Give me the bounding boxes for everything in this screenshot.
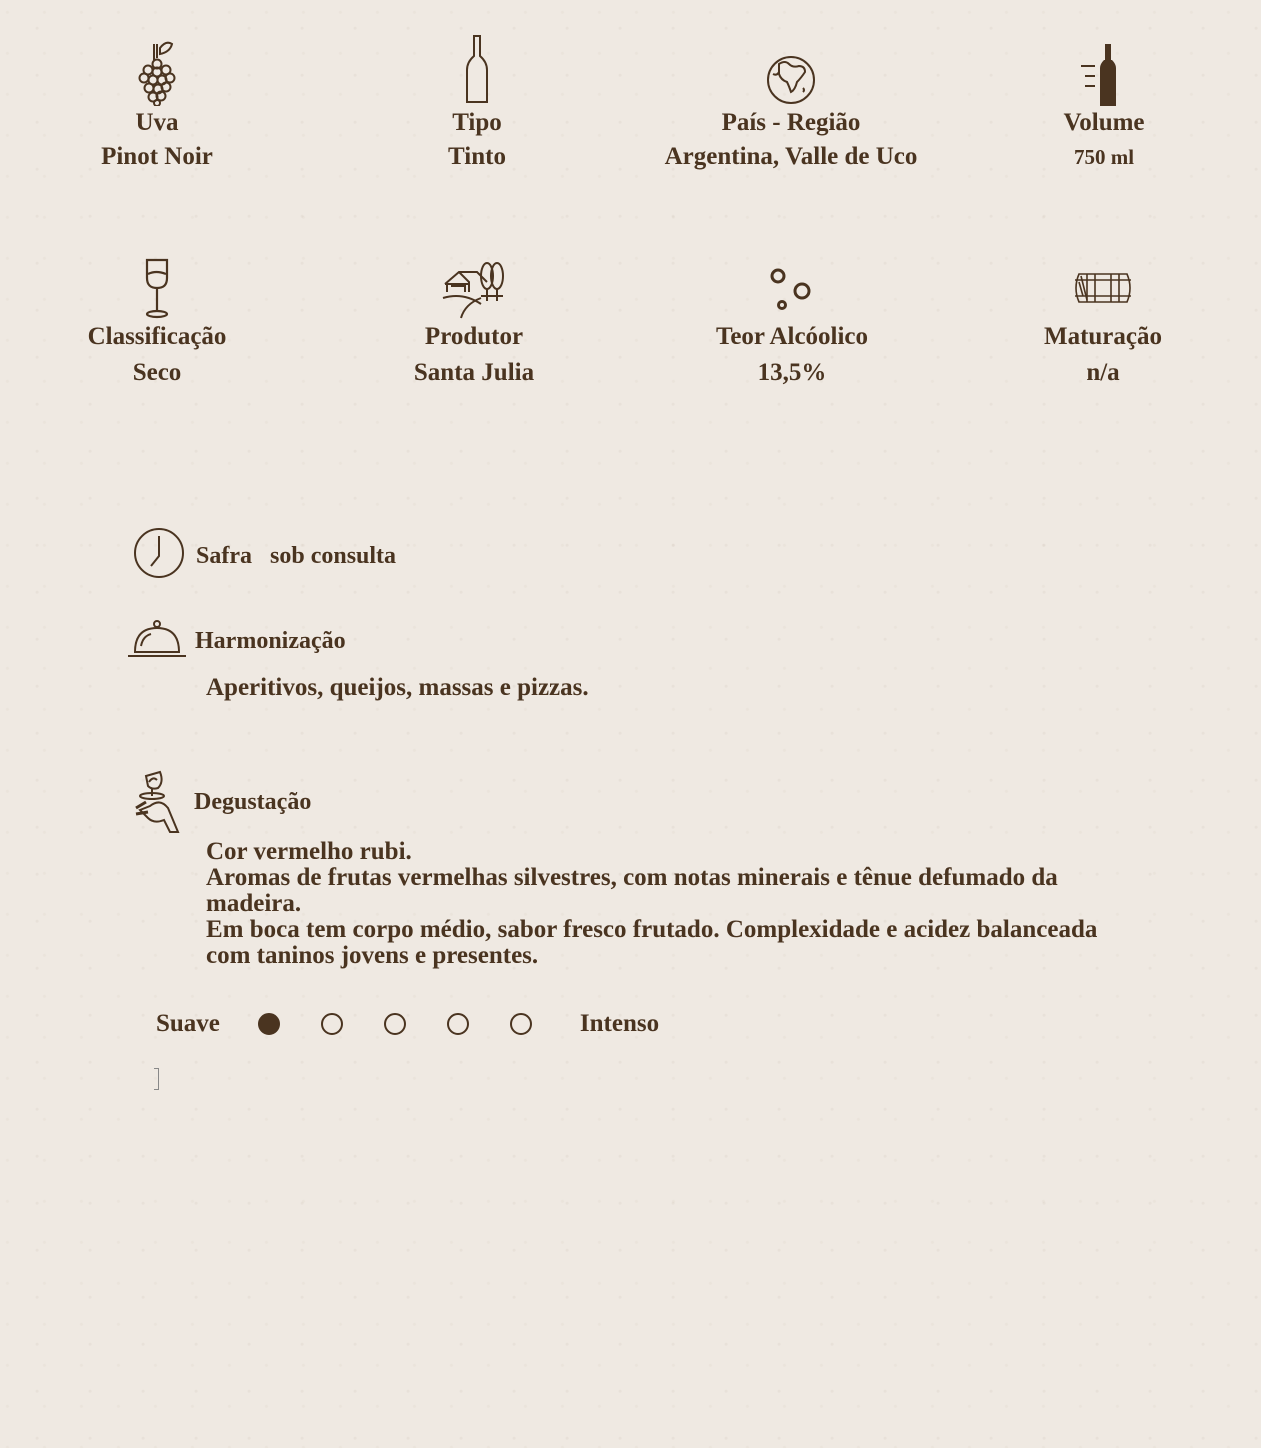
- spec-tipo: [317, 34, 637, 174]
- intensity-dot-2: [321, 1013, 343, 1035]
- intensity-dot-4: [447, 1013, 469, 1035]
- bottle-volume-icon: [944, 34, 1261, 106]
- winery-icon: [314, 256, 634, 320]
- spec-value: Tinto: [448, 143, 506, 170]
- cloche-icon: [127, 618, 187, 665]
- intensity-dot-3: [384, 1013, 406, 1035]
- intensity-dot-1: [258, 1013, 280, 1035]
- grape-icon: [0, 34, 317, 106]
- spec-maturacao: [943, 256, 1261, 392]
- spec-value: 750 ml: [1073, 145, 1135, 169]
- harmonizacao-label: Harmonização: [195, 628, 346, 654]
- spec-label: Classificação: [87, 323, 227, 350]
- spec-label: Maturação: [1043, 323, 1163, 350]
- intensity-dot-5: [510, 1013, 532, 1035]
- degustacao-label: Degustação: [194, 789, 312, 815]
- globe-icon: [631, 34, 951, 106]
- spec-value: Argentina, Valle de Uco: [664, 143, 918, 170]
- spec-label: Produtor: [424, 323, 524, 350]
- intensity-min-label: Suave: [156, 1010, 220, 1037]
- harmonizacao-section: [127, 618, 589, 701]
- spec-label: Teor Alcóolico: [715, 323, 869, 350]
- degustacao-section: [132, 768, 1126, 969]
- stray-bracket: [154, 1068, 159, 1090]
- safra-section: [132, 526, 396, 587]
- spec-value: Santa Julia: [413, 359, 535, 386]
- spec-uva: [0, 34, 317, 174]
- spec-volume: [944, 34, 1261, 174]
- safra-label: Safra: [196, 543, 252, 569]
- spec-teor-alcoolico: [632, 256, 952, 392]
- spec-value: n/a: [1086, 359, 1120, 386]
- spec-value: Pinot Noir: [101, 143, 213, 170]
- degustacao-text: [206, 839, 1126, 969]
- spec-label: Volume: [1063, 109, 1145, 136]
- harmonizacao-text: Aperitivos, queijos, massas e pizzas.: [206, 674, 589, 701]
- barrel-icon: [943, 256, 1261, 320]
- safra-value: sob consulta: [270, 543, 397, 569]
- wine-glass-icon: [0, 256, 317, 320]
- spec-label: País - Região: [721, 109, 861, 136]
- spec-label: Uva: [135, 109, 179, 136]
- intensity-max-label: Intenso: [579, 1010, 660, 1037]
- degustacao-line: Em boca tem corpo médio, sabor fresco frutado. Complexidade e acidez balanceada com taninos jovens e presentes.: [206, 916, 1098, 969]
- spec-value: Seco: [132, 359, 182, 386]
- wine-tasting-hand-icon: [132, 768, 182, 843]
- clock-icon: [132, 526, 186, 587]
- spec-pais-regiao: [631, 34, 951, 174]
- intensity-scale: [156, 1010, 659, 1038]
- spec-produtor: [314, 256, 634, 392]
- degustacao-line: Cor vermelho rubi.: [206, 838, 412, 865]
- spec-label: Tipo: [452, 109, 502, 136]
- wine-bottle-outline-icon: [317, 34, 637, 106]
- degustacao-line: Aromas de frutas vermelhas silvestres, com notas minerais e tênue defumado da madeira.: [206, 864, 1058, 917]
- spec-classificacao: [0, 256, 317, 392]
- bubbles-icon: [632, 256, 952, 320]
- spec-value: 13,5%: [757, 359, 827, 386]
